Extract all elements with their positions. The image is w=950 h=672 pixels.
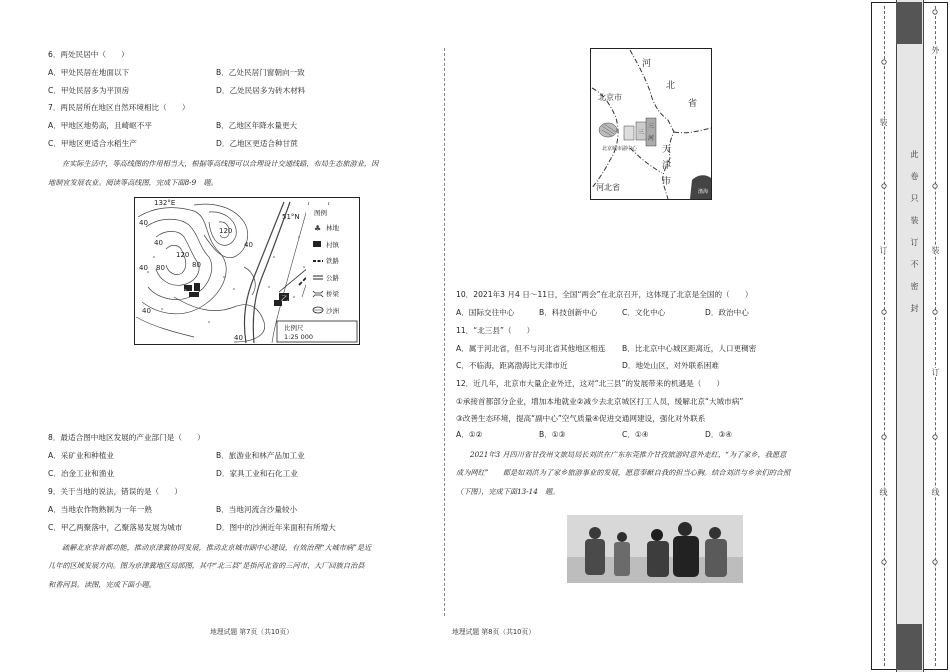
legend-railway: 铁路: [326, 257, 339, 265]
svg-text:40: 40: [154, 239, 163, 247]
q9-option-b: B．当地河流含沙量较小: [216, 505, 298, 514]
svg-text:三: 三: [638, 129, 645, 136]
column-divider: [444, 48, 445, 616]
legend-road: 公路: [326, 274, 339, 282]
intro-13-14-line1: 2021年3 月四川省甘孜州文旅局局长刘洪在广东东莞推介甘孜旅游时意外走红，“为了家乡，我愿意: [470, 450, 787, 459]
legend-bridge: 桥梁: [326, 290, 339, 298]
legend-sandbar: 沙洲: [326, 307, 339, 315]
q12-statement-2: ③改善生态环境，提高“副中心”空气质量④促进交通网建设，强化对外联系: [456, 414, 706, 423]
svg-text:80: 80: [156, 264, 165, 272]
inner-binding-char-2: 装: [931, 246, 940, 254]
map-label-yi: 乙: [281, 295, 288, 303]
group-photo: [567, 515, 743, 583]
q11-option-a: A．属于河北省，但不与河北省其他地区相连: [456, 344, 606, 353]
svg-text:河: 河: [648, 135, 655, 142]
svg-text:40: 40: [139, 219, 148, 227]
q10-option-d: D．政治中心: [705, 308, 749, 317]
svg-text:天: 天: [662, 145, 672, 155]
seal-text: 此卷只装订不密封: [910, 150, 919, 326]
page-footer-left: 地理试题 第7页（共10页）: [210, 628, 294, 636]
q9-stem: 9．关于当地的说法，错误的是（ ）: [48, 487, 182, 496]
svg-text:三: 三: [648, 123, 655, 130]
q9-option-c: C．甲乙两聚落中，乙聚落易发展为城市: [48, 523, 183, 532]
q12-stem: 12．近几年，北京市大量企业外迁，这对“北三县”的发展带来的机遇是（ ）: [456, 379, 725, 388]
q7-option-c: C．甲地区更适合水稻生产: [48, 139, 137, 148]
svg-text:120: 120: [176, 251, 190, 259]
inner-binding-char-1: 外: [931, 46, 940, 54]
q12-option-d: D．③④: [705, 430, 733, 439]
label-beijing: 北京市: [598, 93, 622, 102]
q11-option-b: B．比北京中心城区距离近，人口更稠密: [622, 344, 757, 353]
inner-binding-char-4: 线: [931, 488, 940, 496]
svg-text:河: 河: [642, 59, 652, 69]
contour-map: [134, 197, 360, 345]
q8-option-b: B．旅游业和林产品加工业: [216, 451, 305, 460]
svg-text:渤海: 渤海: [698, 189, 709, 195]
map-legend-title: 图例: [314, 209, 327, 217]
q8-option-d: D．家具工业和石化工业: [216, 469, 298, 478]
outer-binding-char-1: 装: [879, 118, 888, 126]
q10-option-c: C．文化中心: [622, 308, 666, 317]
svg-text:40: 40: [142, 307, 151, 315]
svg-text:40: 40: [234, 334, 243, 342]
q12-statement-1: ①承接首都部分企业，增加本地就业②减少去北京城区打工人员，缓解北京“大城市病”: [456, 397, 744, 406]
svg-text:40: 40: [244, 241, 253, 249]
inner-binding-char-3: 订: [931, 368, 940, 376]
q6-option-b: B．乙处民居门窗朝向一致: [216, 68, 305, 77]
q8-stem: 8．最适合图中地区发展的产业部门是（ ）: [48, 433, 205, 442]
q7-stem: 7．两民居所在地区自然环境相比（ ）: [48, 103, 190, 112]
q6-option-c: C．甲处民居多为平顶房: [48, 86, 130, 95]
q10-stem: 10．2021年3 月4 日～11日，全国“两会”在北京召开，这体现了北京是全国的（ ）: [456, 290, 753, 299]
q7-option-d: D．乙地区更适合种甘蔗: [216, 139, 298, 148]
svg-text:省: 省: [688, 99, 698, 109]
outer-binding-char-3: 线: [879, 488, 888, 496]
svg-text:津: 津: [662, 161, 672, 171]
q9-option-a: A．当地农作物熟制为一年一熟: [48, 505, 152, 514]
map-label-jia: 甲: [180, 289, 187, 297]
q10-option-b: B．科技创新中心: [539, 308, 598, 317]
q7-option-a: A．甲地区地势高，且崎岖不平: [48, 121, 152, 130]
jingjinji-map: [590, 48, 712, 200]
seal-band: [896, 0, 924, 672]
q12-option-c: C．①④: [622, 430, 649, 439]
map-label-latitude: 51°N: [282, 213, 300, 221]
intro-8-9-line1: 在实际生活中，等高线图的作用相当大，根据等高线图可以合理设计交通线路，布局生态旅游业，因: [62, 159, 379, 168]
q12-option-a: A．①②: [456, 430, 483, 439]
q8-option-a: A．采矿业和种植业: [48, 451, 114, 460]
q10-option-a: A．国际交往中心: [456, 308, 515, 317]
q7-option-b: B．乙地区年降水量更大: [216, 121, 298, 130]
page-footer-right: 地理试题 第8页（共10页）: [452, 628, 536, 636]
q11-stem: 11．“北三县”（ ）: [456, 326, 535, 335]
q6-stem: 6．两处民居中（ ）: [48, 50, 129, 59]
q11-option-d: D．地处山区，对外联系困难: [622, 361, 719, 370]
intro-13-14-line2: 成为网红” 都是如刘洪为了家乡旅游事业的发展，愿意奉献自我的担当心胸。结合刘洪与乡亲们的合照: [456, 468, 791, 477]
q11-option-c: C．不临海，距离渤海比天津市近: [456, 361, 568, 370]
map-scale-value: 1:25 000: [284, 333, 314, 341]
map-label-longitude: 132°E: [154, 199, 176, 207]
intro-8-9-line2: 地制宜发展农业。阅读等高线图，完成下面8-9 题。: [48, 178, 218, 187]
svg-text:北: 北: [666, 81, 676, 91]
svg-text:120: 120: [219, 227, 233, 235]
seal-band-bottom-block: [896, 624, 922, 670]
legend-village: 村镇: [326, 241, 339, 249]
svg-text:市: 市: [662, 177, 672, 187]
q6-option-a: A．甲处民居在地面以下: [48, 68, 130, 77]
q9-option-d: D．图中的沙洲近年来面积有所增大: [216, 523, 336, 532]
outer-binding-char-2: 订: [879, 246, 888, 254]
legend-forest: 林地: [326, 224, 339, 232]
svg-text:40: 40: [139, 264, 148, 272]
seal-band-top-block: [896, 2, 922, 44]
map-scale-title: 比例尺: [284, 324, 304, 332]
svg-text:80: 80: [192, 261, 201, 269]
svg-text:♣: ♣: [314, 224, 322, 233]
q8-option-c: C．冶金工业和渔业: [48, 469, 115, 478]
label-fuzhongxin: 北京城市副中心: [602, 146, 638, 152]
q6-option-d: D．乙处民居多为砖木材料: [216, 86, 306, 95]
label-hebei: 河北省: [596, 183, 620, 192]
intro-10-12-line3: 和香河县。读图，完成下面小题。: [48, 580, 156, 589]
intro-10-12-line1: 疏解北京非首都功能，推动京津冀协同发展，推动北京城市副中心建设，有效治理“大城市病”是近: [62, 543, 372, 552]
q12-option-b: B．①③: [539, 430, 566, 439]
intro-10-12-line2: 几年的区域发展方向。图为京津冀地区局部图，其中“北三县”是指河北省的三河市、大厂回族自治县: [48, 561, 365, 570]
intro-13-14-line3: （下图），完成下面13-14 题。: [456, 487, 560, 496]
